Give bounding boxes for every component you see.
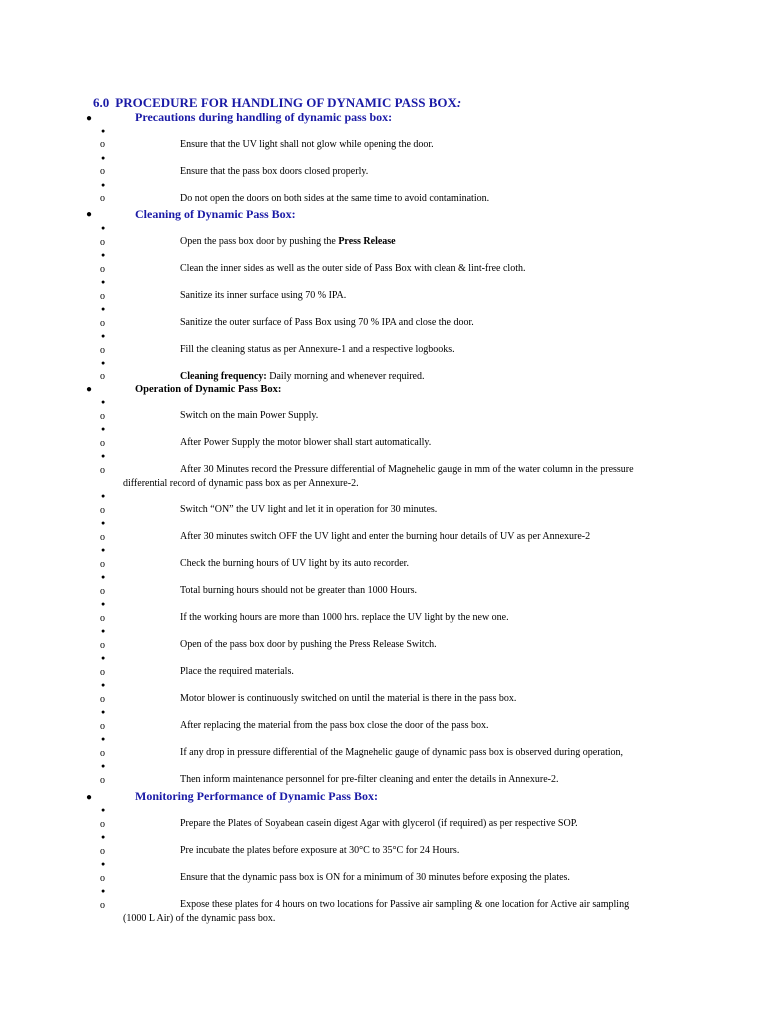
item-circle: o <box>100 819 105 830</box>
item-circle: o <box>100 640 105 651</box>
item-marker: ● <box>101 887 106 895</box>
heading-title: PROCEDURE FOR HANDLING OF DYNAMIC PASS BOX <box>115 95 457 110</box>
item-marker: ● <box>101 492 106 500</box>
item-circle: o <box>100 371 105 382</box>
item-circle: o <box>100 559 105 570</box>
item-circle: o <box>100 900 105 911</box>
list-item: Ensure that the UV light shall not glow while opening the door. <box>180 139 434 150</box>
list-item: After Power Supply the motor blower shall start automatically. <box>180 437 432 448</box>
list-item-continuation: differential record of dynamic pass box as per Annexure-2. <box>123 478 359 489</box>
item-circle: o <box>100 694 105 705</box>
item-marker: ● <box>101 127 106 135</box>
list-item: Clean the inner sides as well as the outer side of Pass Box with clean & lint-free cloth. <box>180 263 526 274</box>
item-marker: ● <box>101 627 106 635</box>
section-title: Operation of Dynamic Pass Box: <box>135 384 282 395</box>
item-marker: ● <box>101 452 106 460</box>
section-bullet: ● <box>86 209 93 220</box>
section-bullet: ● <box>86 792 93 803</box>
item-circle: o <box>100 775 105 786</box>
list-item: Switch “ON” the UV light and let it in operation for 30 minutes. <box>180 504 438 515</box>
list-item: Sanitize the outer surface of Pass Box using 70 % IPA and close the door. <box>180 317 474 328</box>
item-circle: o <box>100 465 105 476</box>
item-marker: ● <box>101 154 106 162</box>
item-circle: o <box>100 586 105 597</box>
section-bullet: ● <box>86 384 93 395</box>
list-item: Motor blower is continuously switched on until the material is there in the pass box. <box>180 693 517 704</box>
list-item: Total burning hours should not be greater than 1000 Hours. <box>180 585 418 596</box>
list-item: Ensure that the dynamic pass box is ON for a minimum of 30 minutes before exposing the plates. <box>180 872 570 883</box>
item-circle: o <box>100 667 105 678</box>
item-circle: o <box>100 721 105 732</box>
item-circle: o <box>100 166 105 177</box>
list-item: Cleaning frequency: Daily morning and whenever required. <box>180 371 425 382</box>
list-item: If any drop in pressure differential of the Magnehelic gauge of dynamic pass box is observed during operation, <box>180 747 624 758</box>
item-marker: ● <box>101 735 106 743</box>
item-marker: ● <box>101 806 106 814</box>
item-circle: o <box>100 193 105 204</box>
item-marker: ● <box>101 332 106 340</box>
item-marker: ● <box>101 546 106 554</box>
list-item: Fill the cleaning status as per Annexure-1 and a respective logbooks. <box>180 344 455 355</box>
item-circle: o <box>100 411 105 422</box>
item-marker: ● <box>101 860 106 868</box>
item-marker: ● <box>101 762 106 770</box>
list-item: After replacing the material from the pass box close the door of the pass box. <box>180 720 489 731</box>
list-item: Open of the pass box door by pushing the Press Release Switch. <box>180 639 437 650</box>
item-marker: ● <box>101 251 106 259</box>
list-item: Check the burning hours of UV light by its auto recorder. <box>180 558 409 569</box>
item-circle: o <box>100 345 105 356</box>
section-title: Cleaning of Dynamic Pass Box: <box>135 207 296 221</box>
item-marker: ● <box>101 359 106 367</box>
section-title: Precautions during handling of dynamic pass box: <box>135 110 393 124</box>
list-item: Open the pass box door by pushing the Press Release <box>180 236 396 247</box>
item-marker: ● <box>101 573 106 581</box>
list-item: Then inform maintenance personnel for pre-filter cleaning and enter the details in Annexure-2. <box>180 774 559 785</box>
press-release-label: Press Release <box>338 236 396 247</box>
item-circle: o <box>100 613 105 624</box>
item-circle: o <box>100 748 105 759</box>
item-marker: ● <box>101 398 106 406</box>
item-marker: ● <box>101 600 106 608</box>
list-item-continuation: (1000 L Air) of the dynamic pass box. <box>123 913 276 924</box>
section-title: Monitoring Performance of Dynamic Pass Box: <box>135 789 378 803</box>
item-circle: o <box>100 505 105 516</box>
item-marker: ● <box>101 425 106 433</box>
list-item: Place the required materials. <box>180 666 294 677</box>
list-item: Expose these plates for 4 hours on two locations for Passive air sampling & one location for Active air sampling <box>180 899 630 910</box>
list-item: If the working hours are more than 1000 hrs. replace the UV light by the new one. <box>180 612 509 623</box>
item-circle: o <box>100 139 105 150</box>
item-marker: ● <box>101 654 106 662</box>
list-item: After 30 minutes switch OFF the UV light and enter the burning hour details of UV as per Annexure-2 <box>180 531 591 542</box>
item-circle: o <box>100 318 105 329</box>
list-item: Ensure that the pass box doors closed properly. <box>180 166 369 177</box>
item-marker: ● <box>101 278 106 286</box>
list-item: Do not open the doors on both sides at the same time to avoid contamination. <box>180 193 490 204</box>
item-circle: o <box>100 532 105 543</box>
list-item: Switch on the main Power Supply. <box>180 410 319 421</box>
item-marker: ● <box>101 833 106 841</box>
list-item: Pre incubate the plates before exposure at 30°C to 35°C for 24 Hours. <box>180 845 460 856</box>
list-item: After 30 Minutes record the Pressure differential of Magnehelic gauge in mm of the water column in the pressure <box>180 464 634 475</box>
cleaning-frequency-label: Cleaning frequency: <box>180 371 267 382</box>
item-marker: ● <box>101 681 106 689</box>
heading-colon: : <box>456 95 462 110</box>
item-circle: o <box>100 291 105 302</box>
item-circle: o <box>100 873 105 884</box>
item-marker: ● <box>101 519 106 527</box>
item-marker: ● <box>101 305 106 313</box>
item-marker: ● <box>101 181 106 189</box>
item-circle: o <box>100 846 105 857</box>
item-circle: o <box>100 264 105 275</box>
list-item: Sanitize its inner surface using 70 % IPA. <box>180 290 347 301</box>
item-circle: o <box>100 237 105 248</box>
item-circle: o <box>100 438 105 449</box>
section-bullet: ● <box>86 113 93 124</box>
item-marker: ● <box>101 224 106 232</box>
item-marker: ● <box>101 708 106 716</box>
list-item: Prepare the Plates of Soyabean casein digest Agar with glycerol (if required) as per respective SOP. <box>180 818 578 829</box>
section-heading <box>93 95 461 111</box>
heading-number: 6.0 <box>93 95 110 110</box>
